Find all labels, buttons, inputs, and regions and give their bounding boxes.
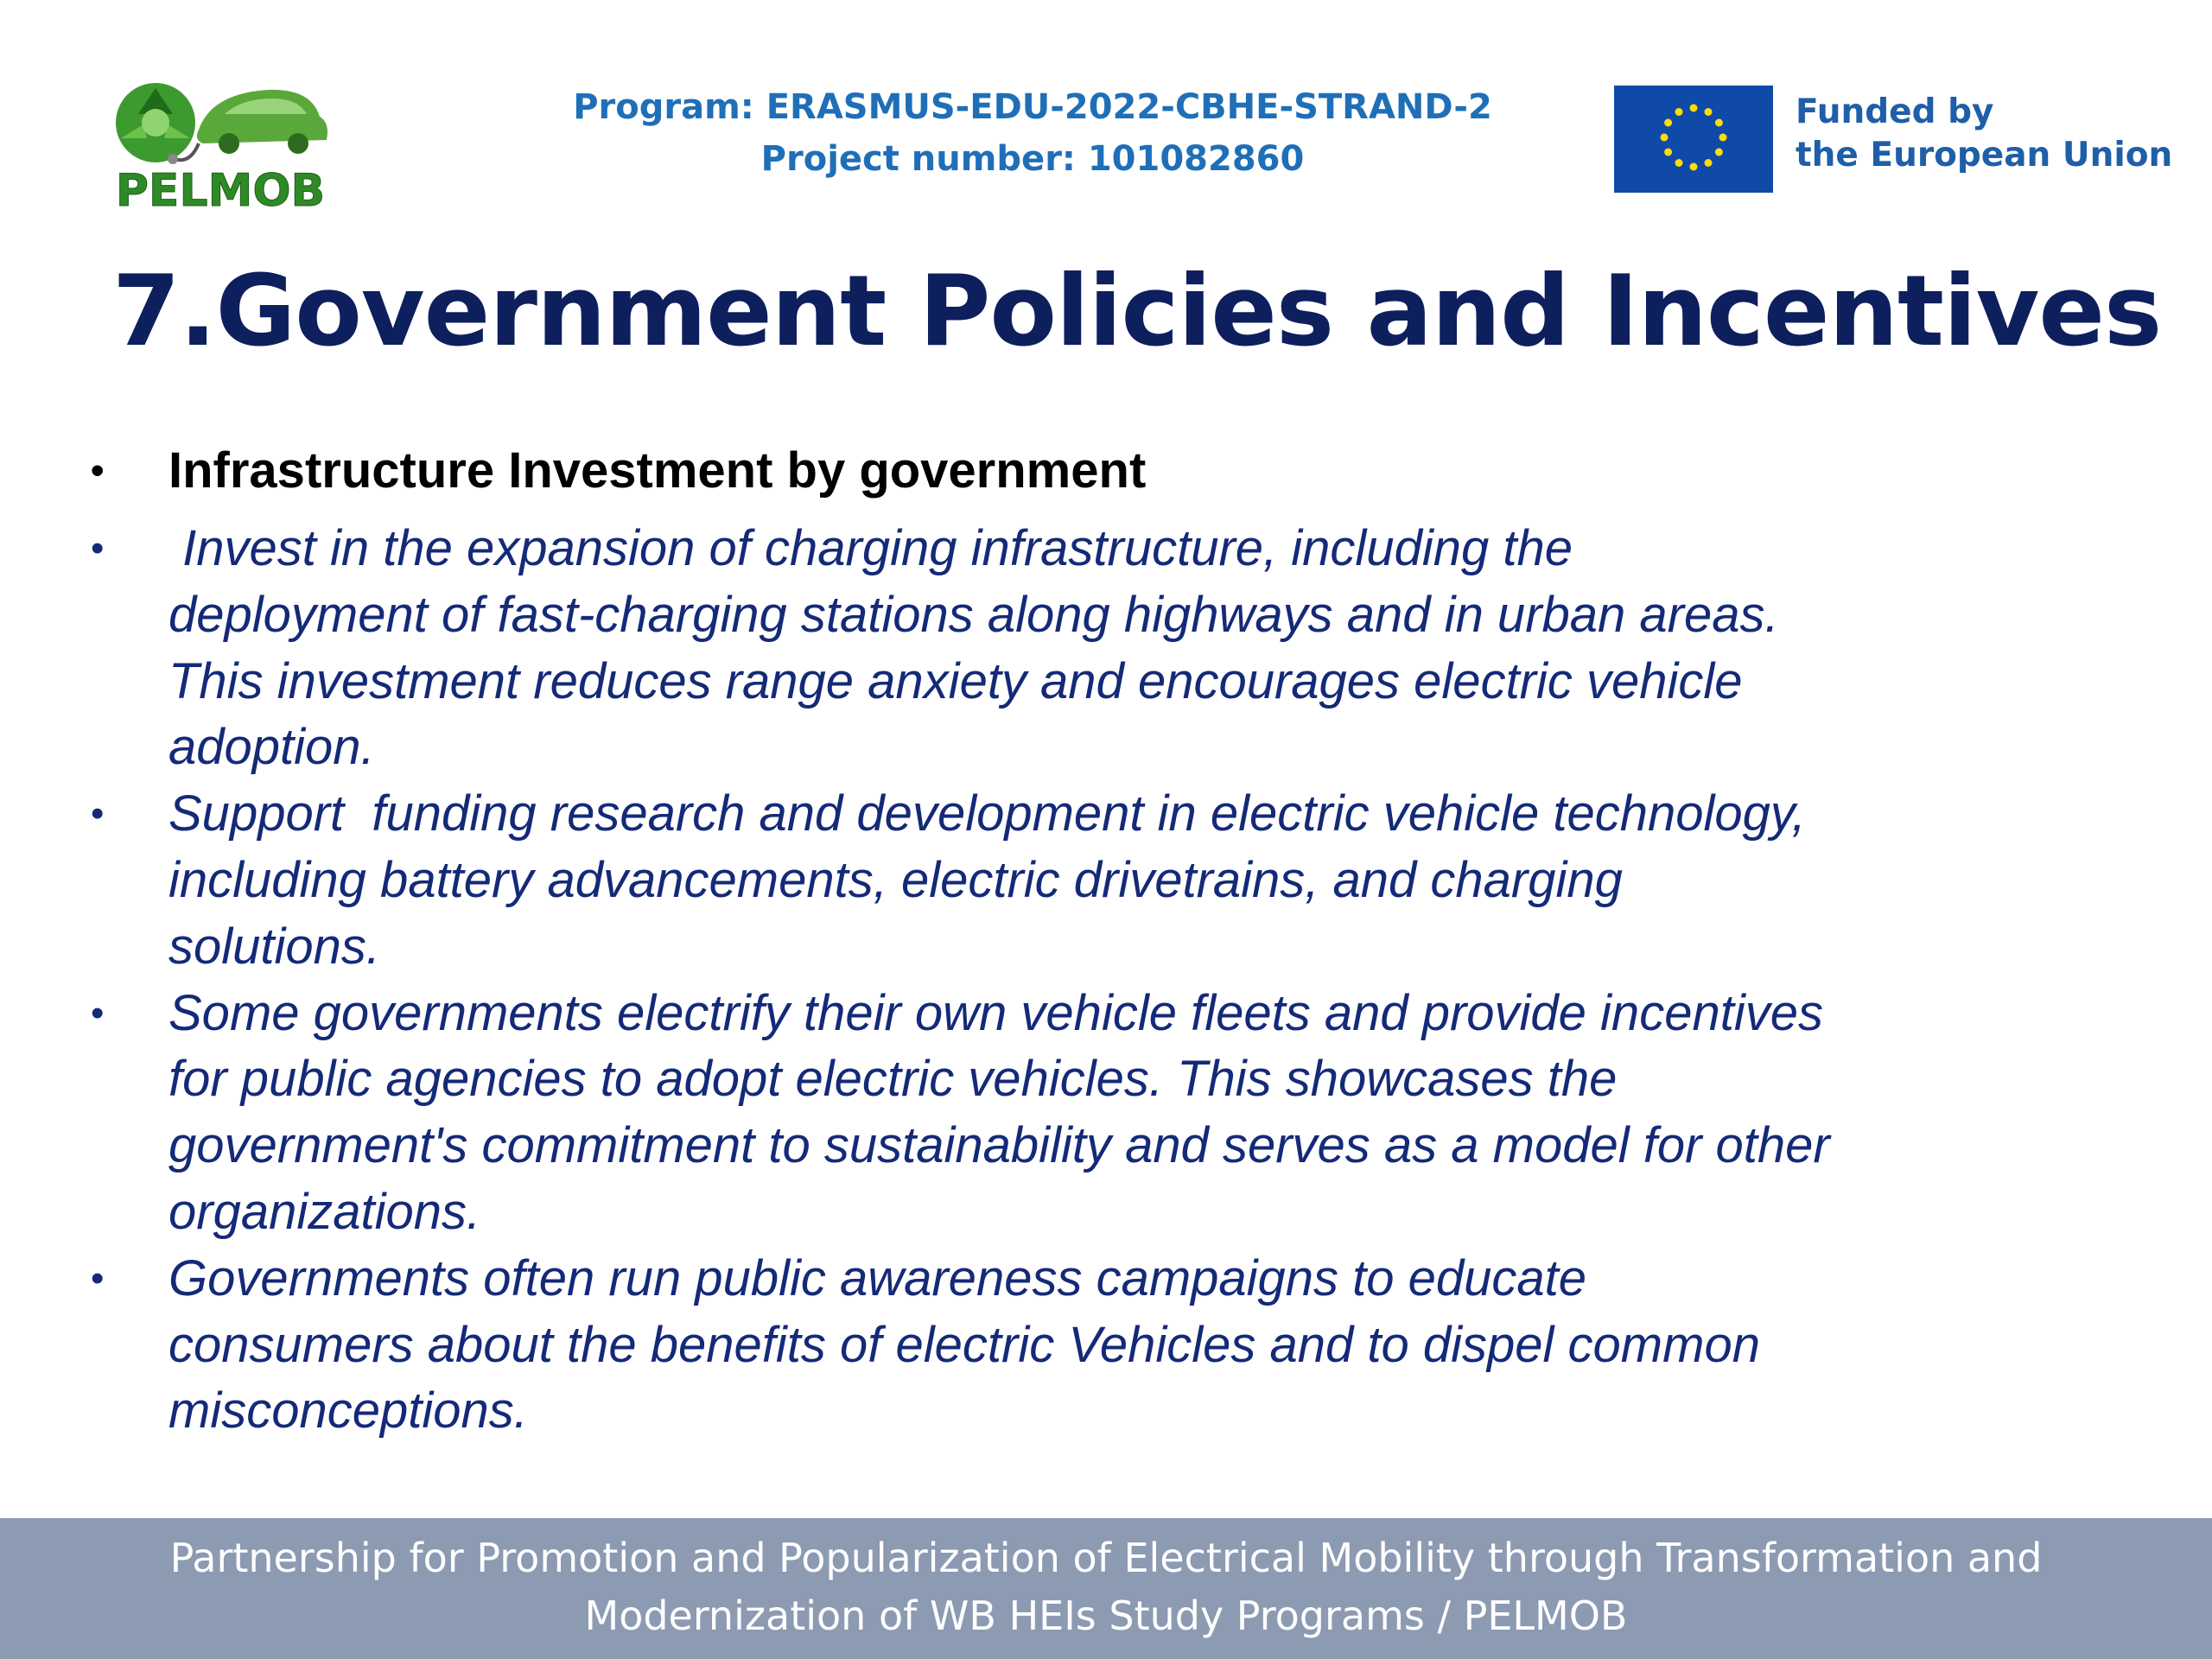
list-item-line: Invest in the expansion of charging infrastructure, including the (168, 520, 1573, 576)
bullet-heading (91, 436, 2078, 505)
list-item (91, 781, 2078, 980)
project-number-line: Project number: 101082860 (760, 139, 1305, 179)
pelmob-logo (104, 69, 337, 220)
list-item-line: adoption. (168, 719, 375, 776)
list-item-line: government's commitment to sustainability and serves as a model for other (168, 1117, 1830, 1174)
list-item-line: Support funding research and development in electric vehicle technology, (168, 785, 1806, 842)
recycle-icon (116, 83, 195, 162)
list-item (91, 516, 2078, 781)
bullet-dot-icon: • (91, 792, 105, 836)
bullet-dot-icon: • (91, 527, 105, 569)
list-item-line: Governments often run public awareness campaigns to educate (168, 1249, 1587, 1306)
page-title: 7.Government Policies and Incentives (112, 254, 2162, 368)
car-icon (197, 90, 327, 154)
eu-flag-icon (1614, 86, 1773, 193)
bullet-dot-icon: • (91, 1256, 105, 1300)
pelmob-logo-graphic (104, 69, 337, 220)
list-item-line: for public agencies to adopt electric vehicles. This showcases the (168, 1051, 1618, 1108)
bullet-dot-icon: • (91, 991, 105, 1034)
eu-funding-badge (1614, 86, 2173, 193)
program-line: Program: ERASMUS-EDU-2022-CBHE-STRAND-2 (573, 87, 1492, 127)
bullet-heading-text: Infrastructure Investment by government (168, 442, 1147, 499)
list-item-line: deployment of fast-charging stations along highways and in urban areas. (168, 586, 1779, 643)
list-item-line: misconceptions. (168, 1382, 528, 1440)
list-item-line: solutions. (168, 918, 381, 975)
plug-icon (168, 154, 178, 164)
program-info (484, 81, 1581, 185)
list-item (91, 1246, 2078, 1445)
eu-funded-by: Funded by (1796, 92, 1994, 131)
list-item (91, 981, 2078, 1246)
pelmob-logo-text: PELMOB (115, 165, 326, 217)
footer-line-1: Partnership for Promotion and Popularization of Electrical Mobility through Transformation and (169, 1535, 2043, 1581)
eu-name: the European Union (1796, 136, 2173, 175)
footer-bar (0, 1518, 2212, 1659)
bullet-list (91, 436, 2078, 1445)
eu-funding-text (1796, 91, 2172, 177)
list-item-line: organizations. (168, 1183, 481, 1240)
list-item-line: including battery advancements, electric drivetrains, and charging (168, 851, 1623, 908)
list-item-line: This investment reduces range anxiety and encourages electric vehicle (168, 652, 1743, 709)
footer-line-2: Modernization of WB HEIs Study Programs / PELMOB (584, 1592, 1628, 1639)
list-item-line: Some governments electrify their own vehicle fleets and provide incentives (168, 984, 1823, 1041)
list-item-line: consumers about the benefits of electric Vehicles and to dispel common (168, 1316, 1760, 1373)
bullet-dot-icon: • (91, 449, 105, 492)
